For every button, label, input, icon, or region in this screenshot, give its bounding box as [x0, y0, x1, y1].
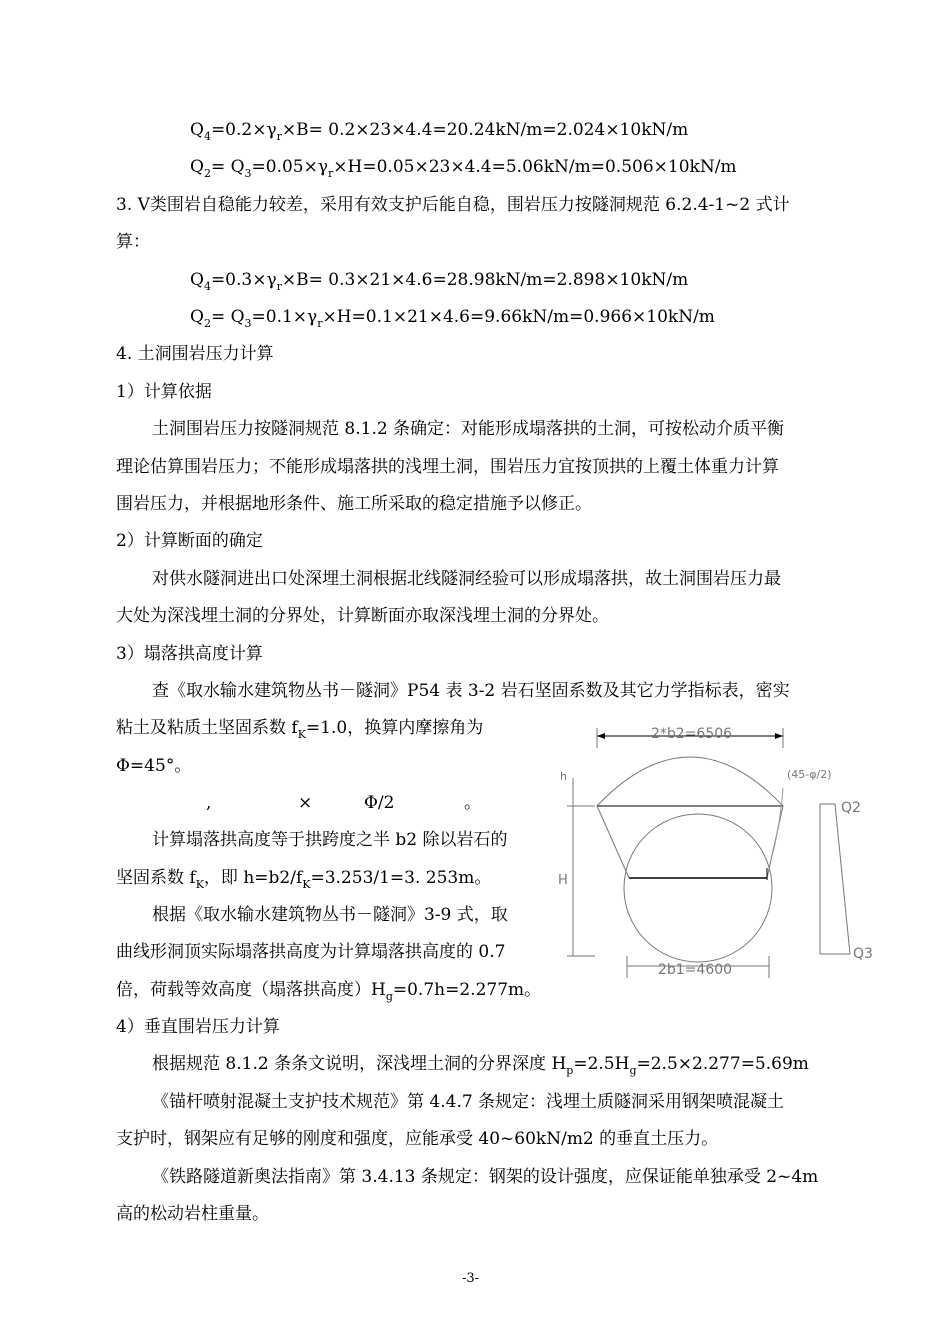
label-top-dim: 2*b2=6506: [651, 726, 733, 742]
label-bottom-dim: 2b1=4600: [658, 962, 733, 978]
para-4-1-line2: 理论估算围岩压力；不能形成塌落拱的浅埋土洞，围岩压力宜按顶拱的上覆土体重力计算: [116, 457, 779, 477]
para-4-1-line1: 土洞围岩压力按隧洞规范 8.1.2 条确定：对能形成塌落拱的土洞，可按松动介质平衡: [152, 419, 785, 439]
formula-q2-q3-class4: $Q_2= Q_3=0.05\times\gamma_r\times H=0.05\times 23\times 4.4=5.06kN/m=0.506\times 10kN/m$: [190, 157, 737, 180]
heading-4-2: 2）计算断面的确定: [116, 531, 263, 551]
para-4-3-line9: 倍，荷载等效高度（塌落拱高度）$H_g=0.7h=2.277m$。: [116, 980, 542, 1003]
para-4-2-line1: 对供水隧洞进出口处深埋土洞根据北线隧洞经验可以形成塌落拱，故土洞围岩压力最: [152, 569, 781, 589]
para-4-2-line2: 大处为深浅埋土洞的分界处，计算断面亦取深浅埋土洞的分界处。: [116, 606, 609, 626]
para-4-1-line3: 围岩压力，并根据地形条件、施工所采取的稳定措施予以修正。: [116, 494, 592, 514]
label-angle: (45-φ/2): [787, 768, 832, 781]
label-h: h: [560, 770, 567, 783]
para-4-3-line1: 查《取水输水建筑物丛书－隧洞》P54 表 3-2 岩石坚固系数及其它力学指标表，密实: [152, 681, 790, 701]
para-4-4-line2: 《锚杆喷射混凝土支护技术规范》第 4.4.7 条规定：浅埋土质隧洞采用钢架喷混凝土: [152, 1092, 785, 1112]
label-H: H: [558, 873, 568, 888]
para-class5-line1: 3. Ⅴ类围岩自稳能力较差，采用有效支护后能自稳，围岩压力按隧洞规范 6.2.4-1~2 式计: [116, 195, 790, 215]
heading-4-4: 4）垂直围岩压力计算: [116, 1017, 280, 1037]
formula-q2-q3-class5: $Q_2= Q_3=0.1\times\gamma_r\times H=0.1\times 21\times 4.6=9.66kN/m=0.966\times 10kN/m$: [190, 307, 715, 330]
label-q3: Q3: [853, 946, 873, 962]
para-4-3-line7: 根据《取水输水建筑物丛书－隧洞》3-9 式，取: [152, 905, 508, 925]
heading-4-3: 3）塌落拱高度计算: [116, 644, 263, 664]
page-number: -3-: [462, 1271, 480, 1286]
para-4-4-line4: 《铁路隧道新奥法指南》第 3.4.13 条规定：钢架的设计强度，应保证能单独承受 2~4m: [152, 1167, 819, 1187]
para-4-4-line3: 支护时，钢架应有足够的刚度和强度，应能承受 40~60kN/m2 的垂直土压力。: [116, 1129, 719, 1149]
formula-q4-class5: $Q_4=0.3\times\gamma_r\times B= 0.3\times 21\times 4.6=28.98kN/m=2.898\times 10kN/m$: [190, 270, 689, 293]
para-4-4-line5: 高的松动岩柱重量。: [116, 1204, 269, 1224]
para-class5-line2: 算：: [116, 232, 150, 252]
heading-4-1: 1）计算依据: [116, 382, 212, 402]
para-4-3-line5: 计算塌落拱高度等于拱跨度之半 b2 除以岩石的: [152, 830, 508, 850]
para-4-3-line2: 粘土及粘质土坚固系数 $f_K=1.0$，换算内摩擦角为: [116, 718, 484, 741]
para-4-3-line3: Φ=45°。: [116, 756, 192, 776]
formula-q4-class4: $Q_4=0.2\times\gamma_r\times B= 0.2\times 23\times 4.4=20.24kN/m=2.024\times 10kN/m$: [190, 120, 689, 143]
collapse-arch-figure: [555, 718, 885, 992]
label-q2: Q2: [841, 800, 861, 816]
para-4-3-line8: 曲线形洞顶实际塌落拱高度为计算塌落拱高度的 0.7: [116, 942, 506, 962]
para-4-3-line6: 坚固系数 $f_K$，即 $h=b2/f_K=3.253/1=3$. 253m。: [116, 868, 492, 891]
para-4-4-line1: 根据规范 8.1.2 条条文说明，深浅埋土洞的分界深度 $H_p=2.5H_g=2.5\times 2.277=5.69m$: [152, 1054, 809, 1077]
heading-section4: 4. 土洞围岩压力计算: [116, 344, 274, 364]
